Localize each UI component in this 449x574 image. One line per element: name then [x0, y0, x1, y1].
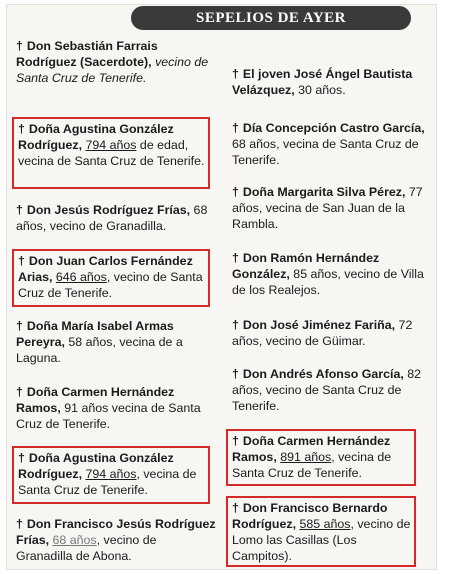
- deceased-age: 794 años: [85, 467, 137, 481]
- deceased-detail: 82 años, vecino de Santa Cruz de Tenerife.: [232, 367, 422, 413]
- deceased-detail: 68 años, vecino de Granadilla.: [16, 203, 208, 233]
- obituary-right-8: † Don Francisco Bernardo Rodríguez, 585 años, vecino de Lomo las Casillas (Los Campitos).: [232, 501, 411, 563]
- deceased-name: Don Ramón Hernández González,: [232, 251, 380, 281]
- deceased-detail: 30 años.: [298, 83, 346, 97]
- deceased-detail: , vecino de Santa Cruz de Tenerife.: [18, 270, 203, 300]
- obituary-right-7: † Doña Carmen Hernández Ramos, 891 años, vecina de Santa Cruz de Tenerife.: [232, 434, 392, 480]
- deceased-name: Doña Carmen Hernández Ramos,: [232, 434, 391, 464]
- deceased-detail: 91 años vecina de Santa Cruz de Tenerife.: [16, 401, 201, 431]
- deceased-name: Don Sebastián Farrais Rodríguez (Sacerdote),: [16, 39, 158, 69]
- deceased-detail: de edad, vecina de Santa Cruz de Tenerife.: [18, 138, 205, 168]
- obituary-right-3: † Doña Margarita Silva Pérez, 77 años, vecina de San Juan de la Rambla.: [232, 185, 423, 231]
- deceased-age: 585 años: [299, 517, 351, 531]
- deceased-name: Don José Jiménez Fariña,: [242, 318, 396, 332]
- deceased-detail: , vecino de Lomo las Casillas (Los Campitos).: [232, 517, 411, 563]
- obituary-left-4: † Don Juan Carlos Fernández Arias, 646 años, vecino de Santa Cruz de Tenerife.: [18, 254, 203, 300]
- deceased-name: El joven José Ángel Bautista Velázquez,: [232, 67, 413, 97]
- deceased-name: Doña Carmen Hernández Ramos,: [16, 385, 175, 415]
- deceased-detail: vecino de Santa Cruz de Tenerife.: [16, 55, 209, 85]
- deceased-name: Don Francisco Jesús Rodríguez Frías,: [16, 517, 216, 547]
- deceased-detail: 58 años, vecina de a Laguna.: [16, 335, 183, 365]
- obituary-left-3: † Don Jesús Rodríguez Frías, 68 años, vecino de Granadilla.: [16, 203, 208, 233]
- deceased-detail: 68 años, vecina de Santa Cruz de Tenerife.: [232, 137, 419, 167]
- obituary-right-4: † Don Ramón Hernández González, 85 años, vecino de Villa de los Realejos.: [232, 251, 424, 297]
- deceased-age: 68 años: [52, 533, 97, 547]
- obituary-right-5: † Don José Jiménez Fariña, 72 años, vecino de Güimar.: [232, 318, 413, 348]
- deceased-name: Don Andrés Afonso García,: [242, 367, 404, 381]
- deceased-age: 646 años: [55, 270, 107, 284]
- deceased-name: Doña María Isabel Armas Pereyra,: [16, 319, 174, 349]
- deceased-name: Doña Agustina González Rodríguez,: [18, 122, 174, 152]
- obituary-left-6: † Doña Carmen Hernández Ramos, 91 años vecina de Santa Cruz de Tenerife.: [16, 385, 201, 431]
- section-title: SEPELIOS DE AYER: [195, 9, 346, 26]
- deceased-name: Doña Margarita Silva Pérez,: [242, 185, 406, 199]
- obituary-left-8: † Don Francisco Jesús Rodríguez Frías, 68 años, vecino de Granadilla de Abona.: [16, 517, 216, 563]
- deceased-name: Don Juan Carlos Fernández Arias,: [18, 254, 193, 284]
- obituary-left-2: † Doña Agustina González Rodríguez, 794 años de edad, vecina de Santa Cruz de Tenerife.: [18, 122, 205, 168]
- obituary-right-6: † Don Andrés Afonso García, 82 años, vecino de Santa Cruz de Tenerife.: [232, 367, 422, 413]
- deceased-detail: , vecina de Santa Cruz de Tenerife.: [232, 450, 392, 480]
- deceased-detail: 72 años, vecino de Güimar.: [232, 318, 413, 348]
- obituary-right-2: † Día Concepción Castro García, 68 años, vecina de Santa Cruz de Tenerife.: [232, 121, 425, 167]
- deceased-name: Día Concepción Castro García,: [242, 121, 425, 135]
- obituary-left-1: † Don Sebastián Farrais Rodríguez (Sacerdote), vecino de Santa Cruz de Tenerife.: [16, 39, 209, 85]
- deceased-age: 794 años: [85, 138, 137, 152]
- deceased-name: Doña Agustina González Rodríguez,: [18, 451, 174, 481]
- obituary-left-7: † Doña Agustina González Rodríguez, 794 años, vecina de Santa Cruz de Tenerife.: [18, 451, 197, 497]
- deceased-name: Don Jesús Rodríguez Frías,: [26, 203, 191, 217]
- obituary-right-1: † El joven José Ángel Bautista Velázquez, 30 años.: [232, 67, 413, 97]
- deceased-detail: , vecino de Granadilla de Abona.: [16, 533, 157, 563]
- deceased-detail: 77 años, vecina de San Juan de la Rambla.: [232, 185, 423, 231]
- deceased-age: 891 años: [280, 450, 332, 464]
- deceased-detail: 85 años, vecino de Villa de los Realejos.: [232, 267, 424, 297]
- section-banner: [131, 6, 411, 30]
- deceased-detail: , vecina de Santa Cruz de Tenerife.: [18, 467, 197, 497]
- obituary-left-5: † Doña María Isabel Armas Pereyra, 58 años, vecina de a Laguna.: [16, 319, 183, 365]
- deceased-name: Don Francisco Bernardo Rodríguez,: [232, 501, 388, 531]
